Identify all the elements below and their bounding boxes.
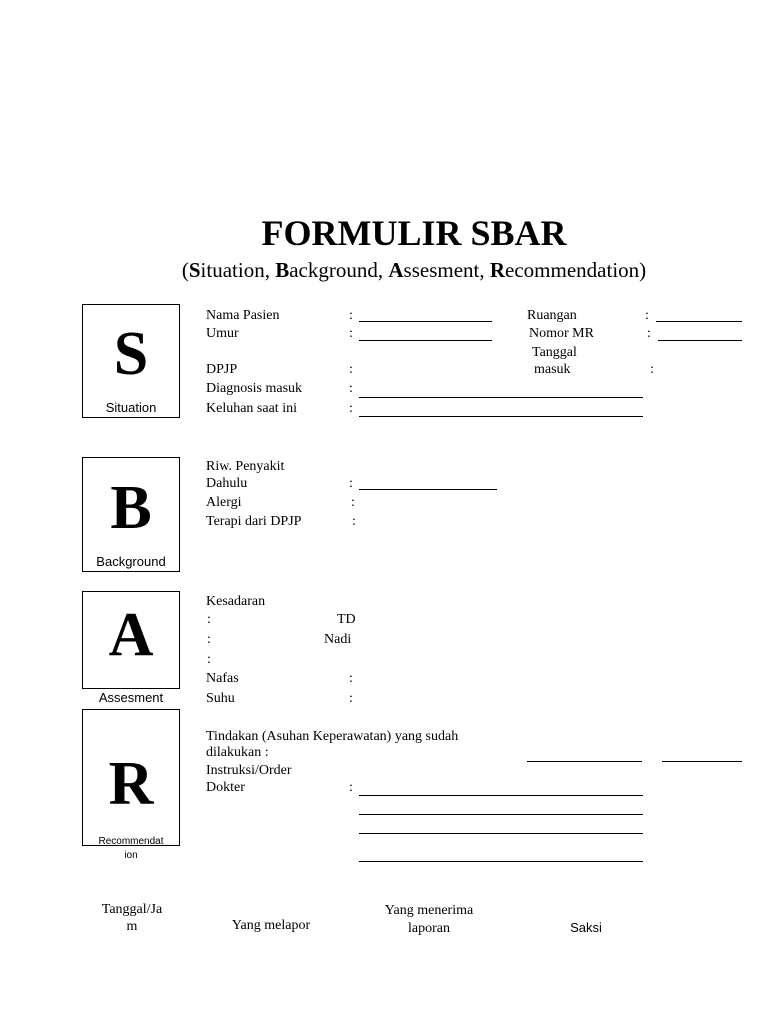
colon: :: [207, 632, 211, 647]
label-keluhan: Keluhan saat ini: [206, 401, 297, 416]
ruangan-field[interactable]: [656, 321, 742, 322]
instruksi-field-3[interactable]: [359, 833, 643, 834]
instruksi-field-1[interactable]: [359, 795, 643, 796]
colon: :: [647, 326, 651, 341]
colon: :: [352, 514, 356, 529]
assesment-letter: A: [108, 601, 154, 669]
assesment-label: Assesment: [98, 690, 164, 705]
background-box: [82, 457, 180, 572]
label-nama-pasien: Nama Pasien: [206, 308, 280, 323]
background-letter: B: [110, 474, 152, 542]
colon: :: [351, 495, 355, 510]
footer-tanggal-jam-1: Tanggal/Ja: [101, 902, 163, 917]
label-dokter: Dokter: [206, 780, 245, 795]
footer-saksi: Saksi: [570, 920, 602, 935]
label-td: TD: [337, 612, 356, 627]
footer-yang-menerima-1: Yang menerima: [384, 903, 474, 918]
assesment-box: [82, 591, 180, 689]
tindakan-field-b[interactable]: [662, 761, 742, 762]
label-terapi: Terapi dari DPJP: [206, 514, 302, 529]
colon: :: [349, 671, 353, 686]
colon: :: [349, 691, 353, 706]
label-dahulu: Dahulu: [206, 476, 248, 491]
colon: :: [349, 308, 353, 323]
colon: :: [650, 362, 654, 377]
footer-tanggal-jam-2: m: [126, 919, 138, 934]
label-nomor-mr: Nomor MR: [529, 326, 594, 341]
label-nadi: Nadi: [324, 632, 352, 647]
colon: :: [207, 652, 211, 667]
footer-yang-menerima-2: laporan: [408, 921, 450, 936]
riwayat-field[interactable]: [359, 489, 497, 490]
colon: :: [349, 780, 353, 795]
colon: :: [645, 308, 649, 323]
label-umur: Umur: [206, 326, 239, 341]
label-masuk: masuk: [534, 362, 571, 377]
nama-pasien-field[interactable]: [359, 321, 492, 322]
label-tindakan: Tindakan (Asuhan Keperawatan) yang sudah: [206, 729, 459, 744]
label-ruangan: Ruangan: [527, 308, 577, 323]
label-diagnosis: Diagnosis masuk: [206, 381, 303, 396]
situation-label: Situation: [105, 400, 157, 415]
colon: :: [349, 401, 353, 416]
colon: :: [349, 326, 353, 341]
label-riw-penyakit: Riw. Penyakit: [206, 459, 285, 474]
tindakan-field-a[interactable]: [527, 761, 642, 762]
recommendation-letter: R: [108, 750, 154, 818]
colon: :: [207, 612, 211, 627]
label-kesadaran: Kesadaran: [206, 594, 266, 609]
recommendation-label-1: Recommendat: [98, 836, 164, 847]
label-suhu: Suhu: [206, 691, 235, 706]
diagnosis-field[interactable]: [359, 397, 643, 398]
label-instruksi: Instruksi/Order: [206, 763, 292, 778]
umur-field[interactable]: [359, 340, 492, 341]
label-dpjp: DPJP: [206, 362, 238, 377]
instruksi-field-2[interactable]: [359, 814, 643, 815]
form-title: FORMULIR SBAR: [261, 213, 567, 253]
label-alergi: Alergi: [206, 495, 242, 510]
colon: :: [349, 381, 353, 396]
recommendation-box: [82, 709, 180, 846]
nomor-mr-field[interactable]: [658, 340, 742, 341]
label-dilakukan: dilakukan :: [206, 745, 269, 760]
background-label: Background: [96, 554, 166, 569]
form-subtitle: (Situation, Background, Assesment, Recommendation): [181, 258, 647, 282]
recommendation-label-2: ion: [124, 850, 138, 861]
label-nafas: Nafas: [206, 671, 239, 686]
colon: :: [349, 476, 353, 491]
situation-box: [82, 304, 180, 418]
keluhan-field[interactable]: [359, 416, 643, 417]
instruksi-field-4[interactable]: [359, 861, 643, 862]
colon: :: [349, 362, 353, 377]
situation-letter: S: [113, 320, 149, 388]
label-tanggal: Tanggal: [532, 345, 577, 360]
footer-yang-melapor: Yang melapor: [231, 918, 311, 933]
